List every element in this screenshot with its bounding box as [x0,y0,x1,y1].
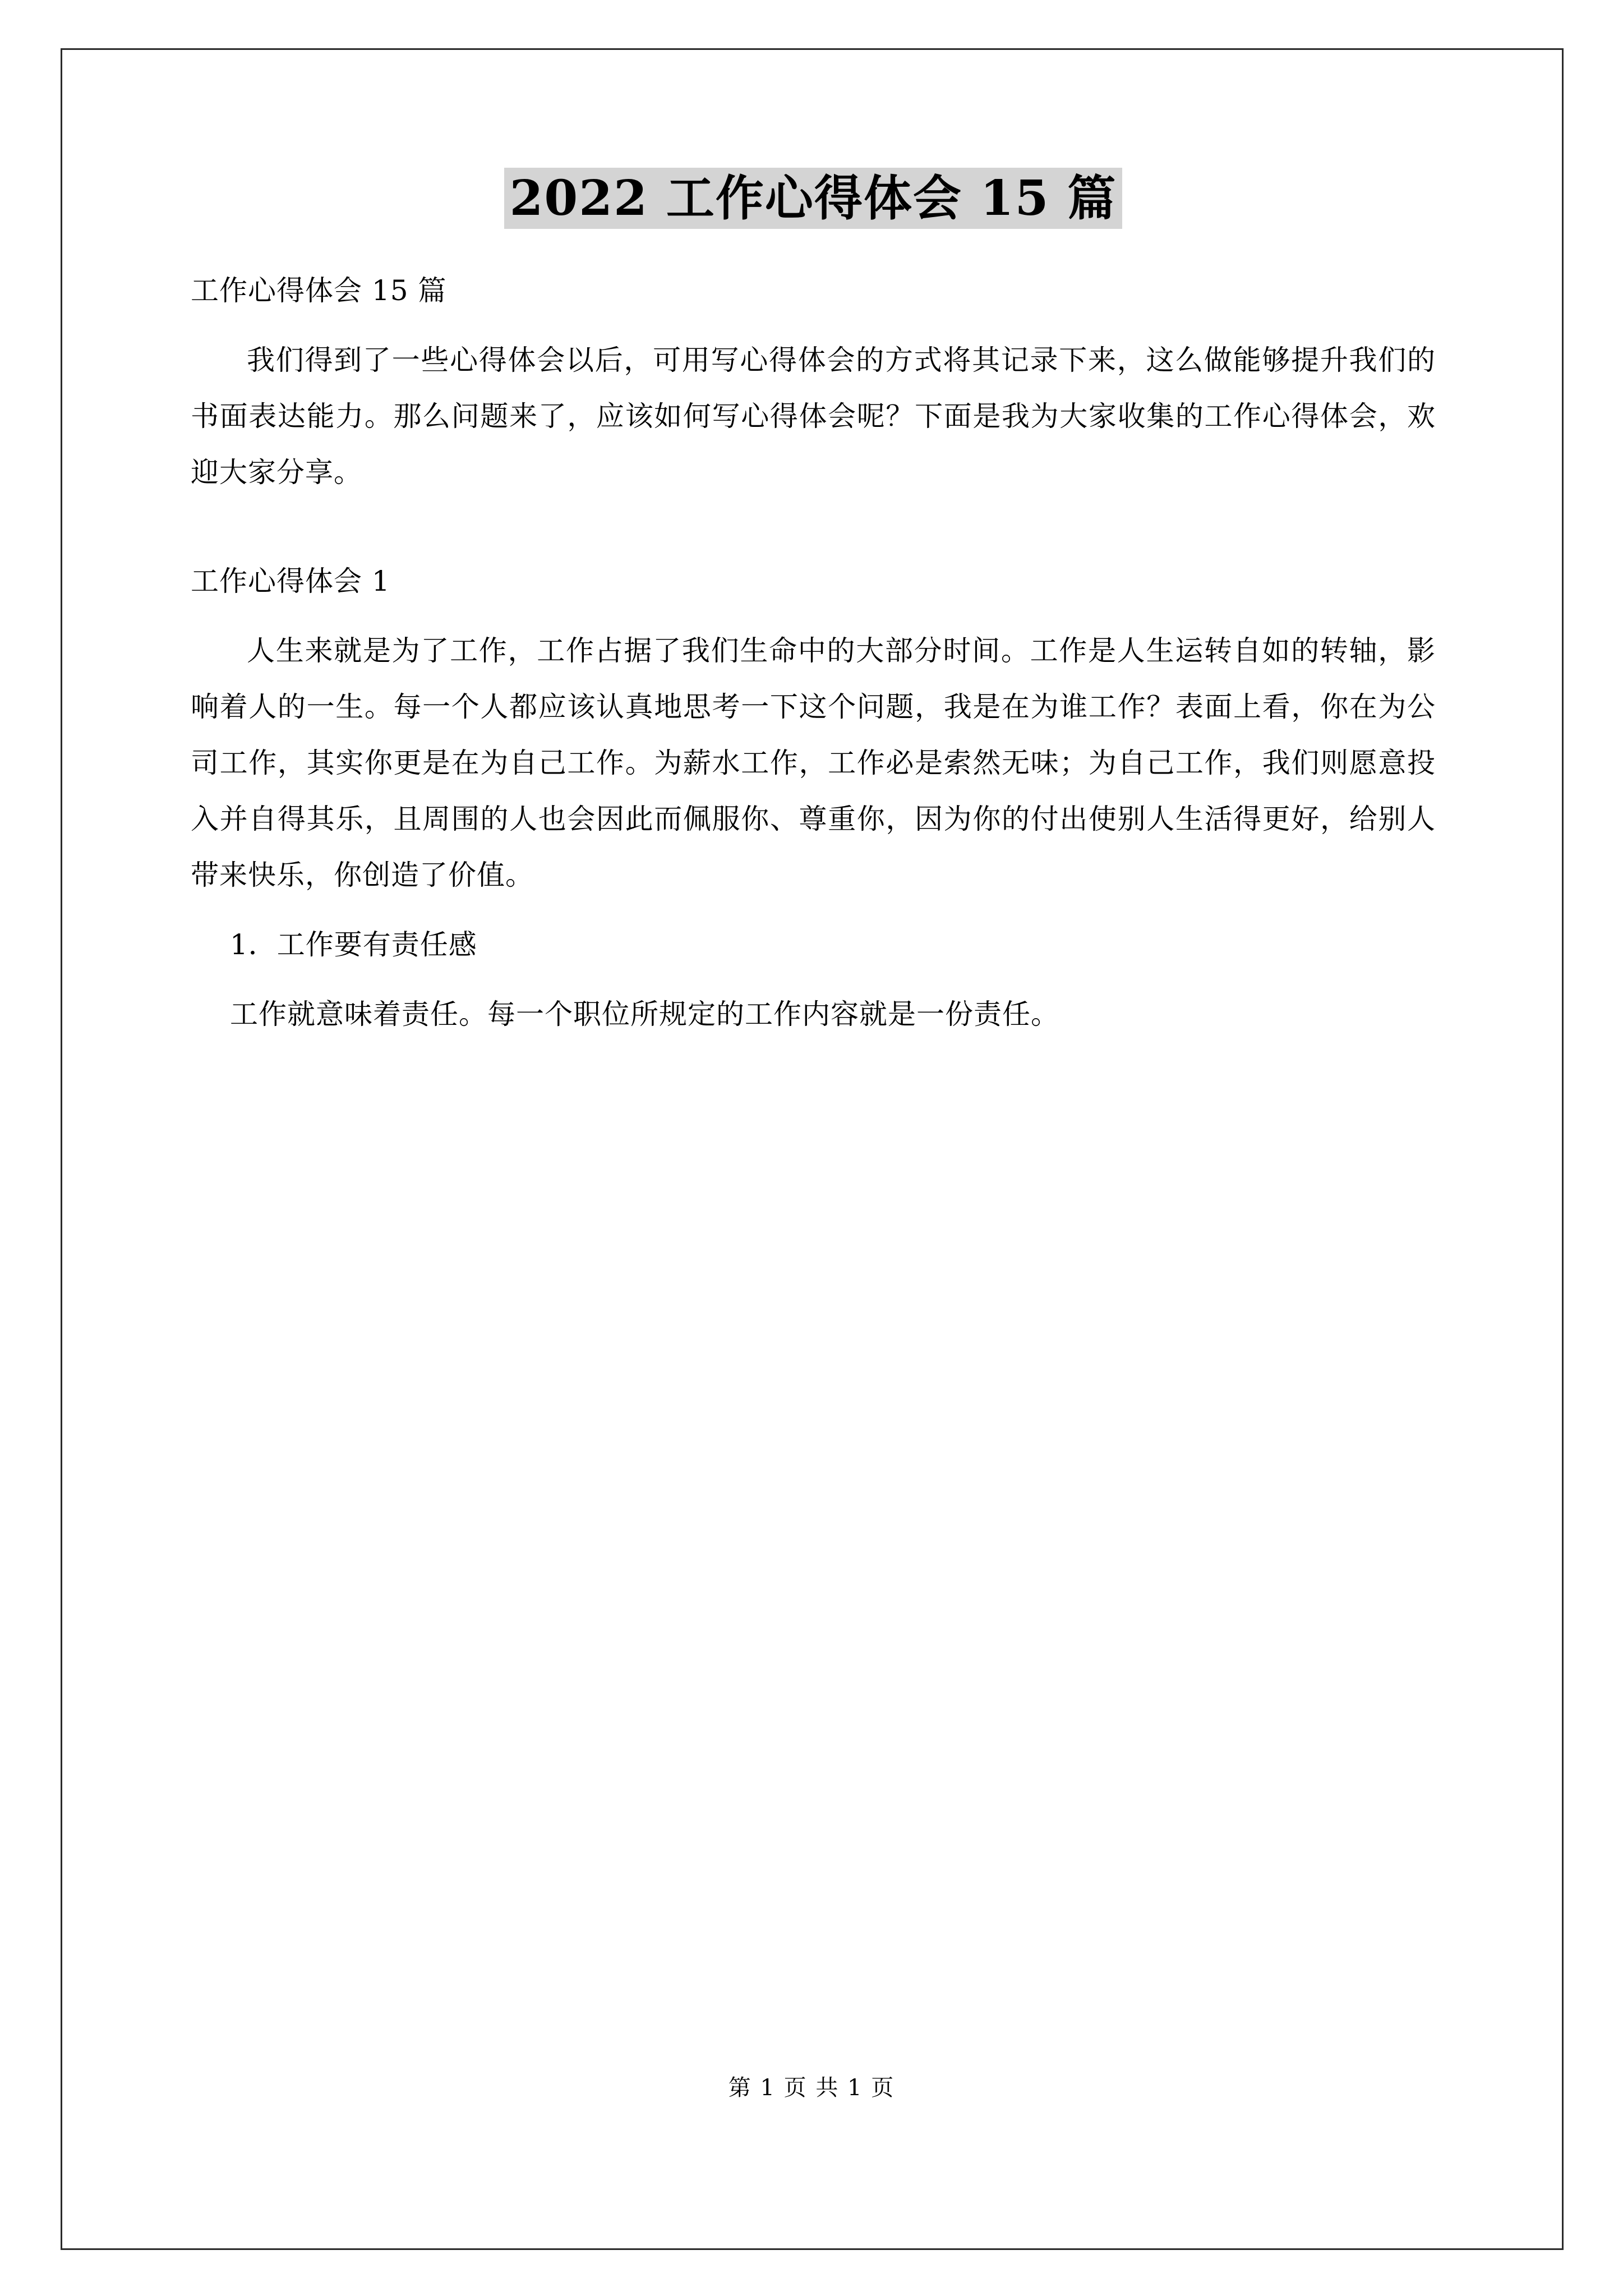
subsection-heading-1-1: 1．工作要有责任感 [230,928,477,961]
paragraph-spacer [191,514,1436,553]
page-title [191,168,1436,229]
document-subtitle: 工作心得体会 15 篇 [191,274,447,307]
section-heading-1: 工作心得体会 1 [191,564,390,597]
page-title-text: 2022 工作心得体会 15 篇 [504,168,1123,229]
document-content [191,168,1436,1056]
page-footer: 第 1 页 共 1 页 [728,2075,895,2101]
paragraph-intro: 我们得到了一些心得体会以后，可用写心得体会的方式将其记录下来，这么做能够提升我们的书面表达能力。那么问题来了，应该如何写心得体会呢？下面是我为大家收集的工作心得体会，欢迎大家分享。 [191,343,1436,489]
paragraph-body-2: 工作就意味着责任。每一个职位所规定的工作内容就是一份责任。 [230,997,1059,1030]
paragraph-body-1: 人生来就是为了工作，工作占据了我们生命中的大部分时间。工作是人生运转自如的转轴，影响着人的一生。每一个人都应该认真地思考一下这个问题，我是在为谁工作？表面上看，你在为公司工作，其实你更是在为自己工作。为薪水工作，工作必是索然无味；为自己工作，我们则愿意投入并自得其乐，且周围的人也会因此而佩服你、尊重你，因为你的付出使别人生活得更好，给别人带来快乐，你创造了价值。 [191,634,1436,891]
